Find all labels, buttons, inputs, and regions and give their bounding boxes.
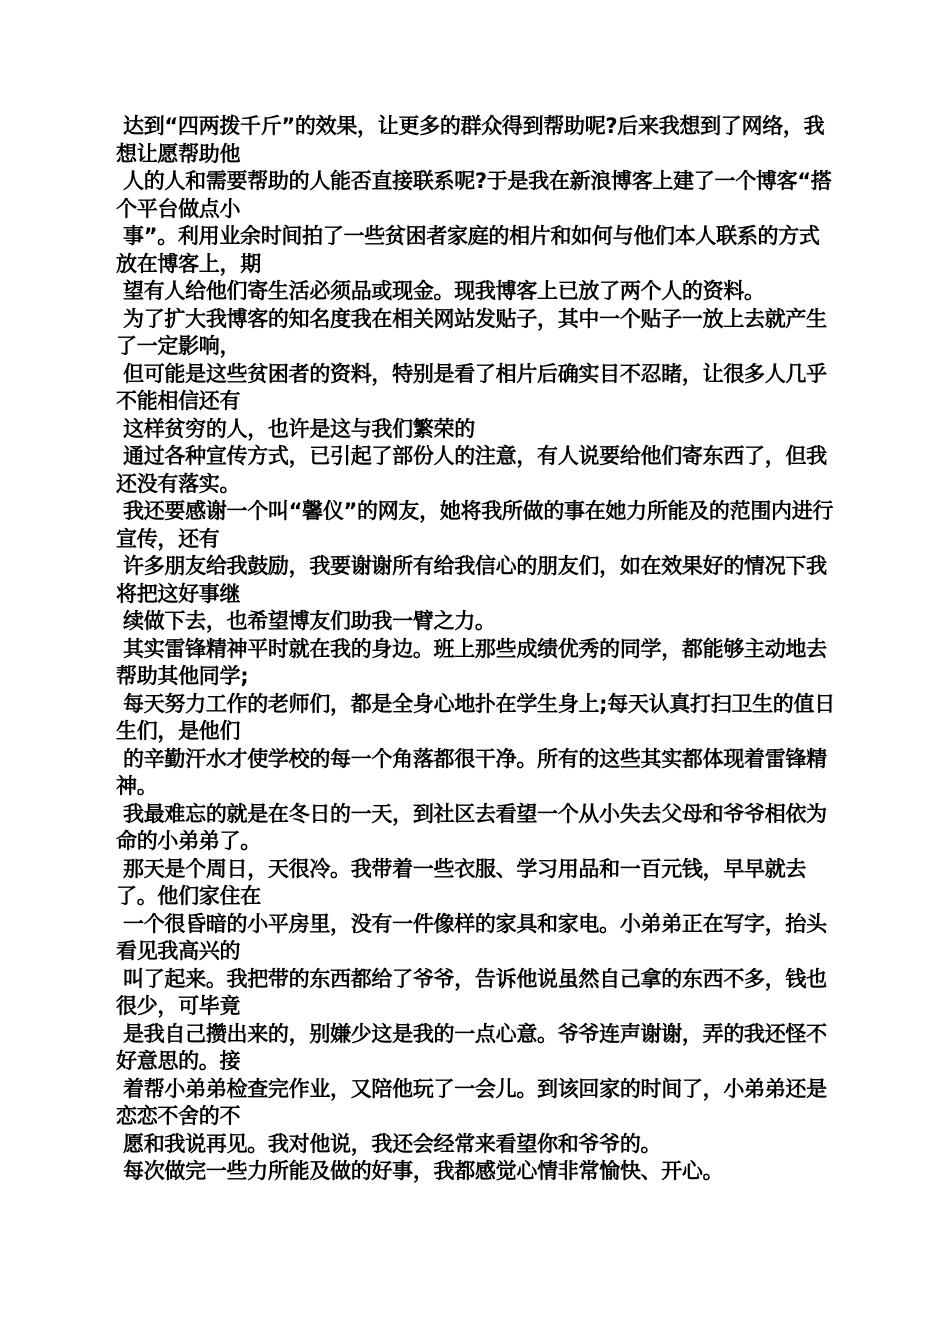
paragraph: 叫了起来。我把带的东西都给了爷爷，告诉他说虽然自己拿的东西不多，钱也很少，可毕竟 [116,966,827,1018]
paragraph: 人的人和需要帮助的人能否直接联系呢?于是我在新浪博客上建了一个博客“搭个平台做点小 [116,169,832,221]
paragraph: 达到“四两拨千斤”的效果，让更多的群众得到帮助呢?后来我想到了网络，我想让愿帮助他 [116,114,825,166]
paragraph: 但可能是这些贫困者的资料，特别是看了相片后确实目不忍睹，让很多人几乎不能相信还有 [116,361,827,413]
document-body [116,113,836,1186]
paragraph: 通过各种宣传方式，已引起了部份人的注意，有人说要给他们寄东西了，但我还没有落实。 [116,444,827,496]
paragraph: 着帮小弟弟检查完作业，又陪他玩了一会儿。到该回家的时间了，小弟弟还是恋恋不舍的不 [116,1076,827,1128]
paragraph: 我最难忘的就是在冬日的一天，到社区去看望一个从小失去父母和爷爷相依为命的小弟弟了。 [116,801,827,853]
paragraph: 的辛勤汗水才使学校的每一个角落都很干净。所有的这些其实都体现着雷锋精神。 [116,746,827,798]
paragraph: 其实雷锋精神平时就在我的身边。班上那些成绩优秀的同学，都能够主动地去帮助其他同学; [116,636,827,688]
paragraph: 望有人给他们寄生活必须品或现金。现我博客上已放了两个人的资料。 [116,279,765,303]
paragraph: 续做下去，也希望博友们助我一臂之力。 [116,609,496,633]
paragraph: 事”。利用业余时间拍了一些贫困者家庭的相片和如何与他们本人联系的方式放在博客上，期 [116,224,820,276]
paragraph: 每次做完一些力所能及做的好事，我都感觉心情非常愉快、开心。 [116,1159,724,1183]
paragraph: 一个很昏暗的小平房里，没有一件像样的家具和家电。小弟弟正在写字，抬头看见我高兴的 [116,911,827,963]
paragraph: 每天努力工作的老师们，都是全身心地扑在学生身上;每天认真打扫卫生的值日生们，是他们 [116,691,835,743]
paragraph: 这样贫穷的人，也许是这与我们繁荣的 [116,416,475,441]
paragraph: 许多朋友给我鼓励，我要谢谢所有给我信心的朋友们，如在效果好的情况下我将把这好事继 [116,554,827,606]
paragraph: 为了扩大我博客的知名度我在相关网站发贴子，其中一个贴子一放上去就产生了一定影响， [116,306,827,358]
paragraph: 愿和我说再见。我对他说，我还会经常来看望你和爷爷的。 [116,1131,662,1156]
paragraph: 是我自己攒出来的，别嫌少这是我的一点心意。爷爷连声谢谢，弄的我还怪不好意思的。接 [116,1021,827,1073]
paragraph: 我还要感谢一个叫“馨仪”的网友，她将我所做的事在她力所能及的范围内进行宣传，还有 [116,499,834,551]
paragraph: 那天是个周日，天很冷。我带着一些衣服、学习用品和一百元钱，早早就去了。他们家住在 [116,856,807,908]
